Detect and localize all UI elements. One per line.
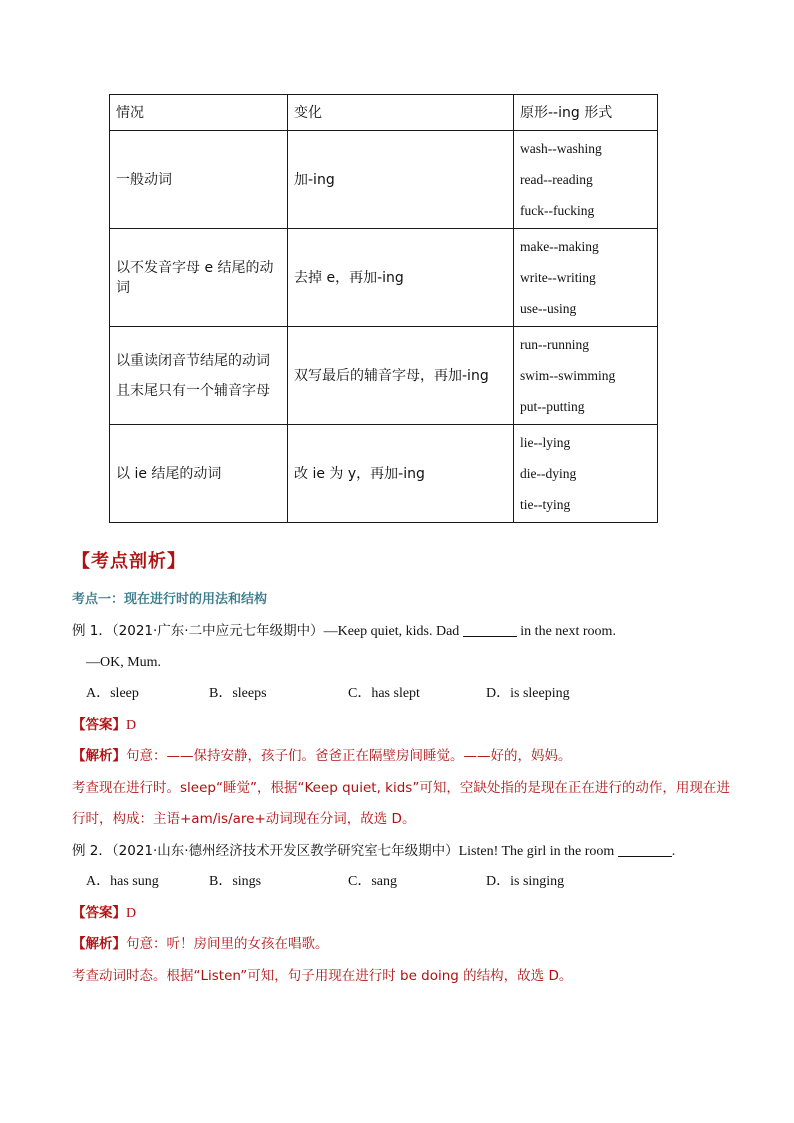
example: die--dying — [520, 466, 577, 481]
row-case: 以 ie 结尾的动词 — [110, 425, 288, 523]
question-text: —Keep quiet, kids. Dad — [323, 624, 460, 639]
example: fuck--fucking — [520, 203, 595, 218]
row-examples — [514, 131, 658, 229]
row-examples — [514, 425, 658, 523]
header-case: 情况 — [110, 95, 288, 131]
example-label: 例 1． — [72, 623, 112, 639]
analysis-text: 考查动词时态。根据“Listen”可知，句子用现在进行时 be doing 的结构，故选 D。 — [72, 968, 573, 984]
section-title: 【考点剖析】 — [72, 551, 186, 572]
table-row — [110, 131, 658, 229]
example: lie--lying — [520, 435, 571, 450]
row-change: 加-ing — [288, 131, 514, 229]
analysis-text: 行时，构成：主语+am/is/are+动词现在分词，故选 D。 — [72, 811, 416, 827]
table-row — [110, 425, 658, 523]
analysis-text: 句意：听！房间里的女孩在唱歌。 — [126, 936, 329, 952]
example-2-question — [72, 841, 675, 862]
row-case-line: 且末尾只有一个辅音字母 — [116, 382, 270, 399]
example-source: （2021·广东·二中应元七年级期中） — [111, 623, 324, 639]
option-a: A．sleep — [86, 686, 139, 701]
example: tie--tying — [520, 497, 571, 512]
table-header-row — [110, 95, 658, 131]
example: make--making — [520, 239, 599, 254]
row-case: 一般动词 — [110, 131, 288, 229]
analysis-label: 【解析】 — [72, 748, 126, 764]
option-a: A．has sung — [86, 874, 159, 889]
example-1-analysis — [72, 746, 572, 767]
point-title: 考点一：现在进行时的用法和结构 — [72, 592, 268, 607]
example-1-options — [86, 684, 606, 704]
example-2-options — [86, 872, 606, 892]
analysis-label: 【解析】 — [72, 936, 126, 952]
row-change: 改 ie 为 y，再加-ing — [288, 425, 514, 523]
row-examples — [514, 327, 658, 425]
analysis-text: 考查现在进行时。sleep“睡觉”，根据“Keep quiet, kids”可知，空缺处指的是现在正在进行的动作，用现在进 — [72, 780, 730, 796]
table-row — [110, 229, 658, 327]
header-form: 原形--ing 形式 — [514, 95, 658, 131]
example: wash--washing — [520, 141, 602, 156]
answer-value: D — [126, 906, 137, 921]
example-2-analysis — [72, 934, 329, 955]
option-c: C．has slept — [348, 686, 420, 701]
row-change: 去掉 e，再加-ing — [288, 229, 514, 327]
example-1-reply: —OK, Mum. — [86, 655, 162, 670]
answer-label: 【答案】 — [72, 717, 126, 733]
question-end: . — [671, 844, 676, 859]
example: write--writing — [520, 270, 596, 285]
example-label: 例 2． — [72, 843, 112, 859]
example: put--putting — [520, 399, 585, 414]
example: run--running — [520, 337, 589, 352]
option-b: B．sings — [209, 874, 262, 889]
row-examples — [514, 229, 658, 327]
row-case-line: 以重读闭音节结尾的动词 — [116, 352, 270, 369]
answer-label: 【答案】 — [72, 905, 126, 921]
example-1-question — [72, 621, 616, 642]
row-change: 双写最后的辅音字母，再加-ing — [288, 327, 514, 425]
question-text: in the next room. — [520, 624, 616, 639]
example: swim--swimming — [520, 368, 616, 383]
verb-ing-rules-table — [109, 94, 658, 523]
option-d: D．is singing — [486, 874, 565, 889]
header-change: 变化 — [288, 95, 514, 131]
answer-blank — [463, 622, 517, 637]
option-c: C．sang — [348, 874, 397, 889]
option-b: B．sleeps — [209, 686, 267, 701]
analysis-text: 句意：——保持安静，孩子们。爸爸正在隔壁房间睡觉。——好的，妈妈。 — [126, 748, 572, 764]
row-case — [110, 327, 288, 425]
example-2-answer — [72, 903, 136, 924]
option-d: D．is sleeping — [486, 686, 570, 701]
answer-blank — [618, 842, 672, 857]
question-text: Listen! The girl in the room — [458, 844, 615, 859]
example: read--reading — [520, 172, 593, 187]
example: use--using — [520, 301, 577, 316]
table-row — [110, 327, 658, 425]
row-case: 以不发音字母 e 结尾的动词 — [110, 229, 288, 327]
answer-value: D — [126, 718, 137, 733]
example-1-answer — [72, 715, 136, 736]
example-source: （2021·山东·德州经济技术开发区教学研究室七年级期中） — [111, 843, 459, 859]
